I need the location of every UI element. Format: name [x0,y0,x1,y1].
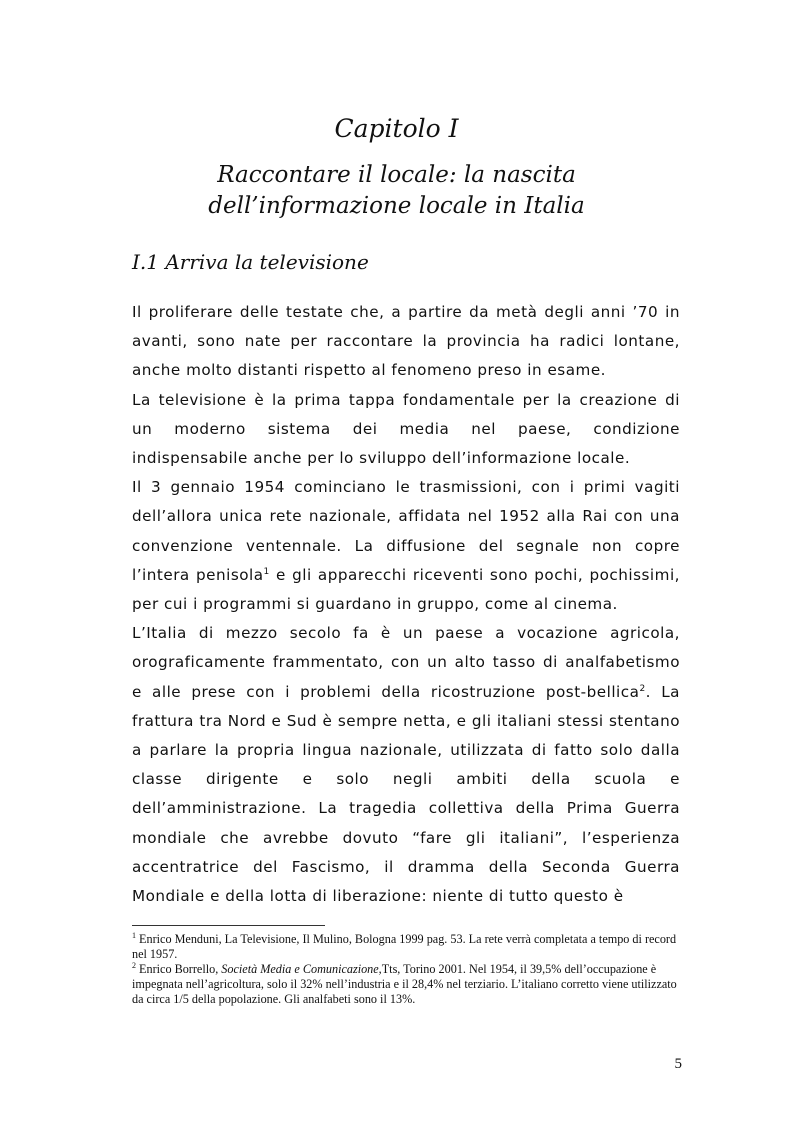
footnote-2-title: Società Media e Comunicazione, [221,962,382,976]
paragraph-2: La televisione è la prima tappa fondamentale per la creazione di un moderno sistema dei media nel paese, condizione indispensabile anche per lo sviluppo dell’informazione locale. [132,390,680,468]
footnote-2-text: Tts, Torino 2001. Nel 1954, il 39,5% dell’occupazione è impegnata nell’agricoltura, solo il 32% nell’industria e il 28,4% nel terziario. L’italiano corretto viene utilizzato da circa 1/5 della popolazione. Gli analfabeti sono il 13%. [132,962,677,1006]
footnotes [132,932,688,1007]
footnote-2 [132,962,688,1007]
section-title: I.1 Arriva la televisione [132,250,369,274]
footnote-ref-1: 1 [263,566,270,577]
chapter-subtitle: Raccontare il locale: la nascita dell’informazione locale in Italia [208,162,585,219]
paragraph-1: Il proliferare delle testate che, a partire da metà degli anni ’70 in avanti, sono nate per raccontare la provincia ha radici lontane, anche molto distanti rispetto al fenomeno preso in esame. [132,303,680,380]
body-text [132,298,680,911]
paragraph-3-part-a: Il 3 gennaio 1954 cominciano le trasmissioni, con i primi vagiti dell’allora unica rete nazionale, affidata nel 1952 alla Rai con una convenzione ventennale. La diffusione del segnale non copre l’intera penisola [132,478,680,584]
footnote-2-number: 2 [132,960,136,970]
paragraph-3 [132,473,680,619]
footnote-1-number: 1 [132,930,136,940]
paragraph-3-part-b: e gli apparecchi riceventi sono pochi, pochissimi, per cui i programmi si guardano in gruppo, come al cinema. [132,565,680,614]
footnote-divider [132,925,325,926]
paragraph-4 [132,619,680,911]
footnote-2-author: Enrico Borrello, [136,962,222,976]
page-number: 5 [674,1056,682,1072]
footnote-1 [132,932,688,962]
chapter-title: Capitolo I [334,114,459,143]
footnote-1-text: Enrico Menduni, La Televisione, Il Mulino, Bologna 1999 pag. 53. La rete verrà completata a tempo di record nel 1957. [132,932,677,961]
footnote-ref-2: 2 [639,683,646,694]
paragraph-4-part-a: L’Italia di mezzo secolo fa è un paese a vocazione agricola, orograficamente frammentato, con un alto tasso di analfabetismo e alle prese con i problemi della ricostruzione post-bellica [132,624,680,701]
paragraph-4-part-b: . La frattura tra Nord e Sud è sempre netta, e gli italiani stessi stentano a parlare la propria lingua nazionale, utilizzata di fatto solo dalla classe dirigente e solo negli ambiti della scuola e dell’amministrazione. La tragedia collettiva della Prima Guerra mondiale che avrebbe dovuto “fare gli italiani”, l’esperienza accentratrice del Fascismo, il dramma della Seconda Guerra Mondiale e della lotta di liberazione: niente di tutto questo è [132,682,680,906]
